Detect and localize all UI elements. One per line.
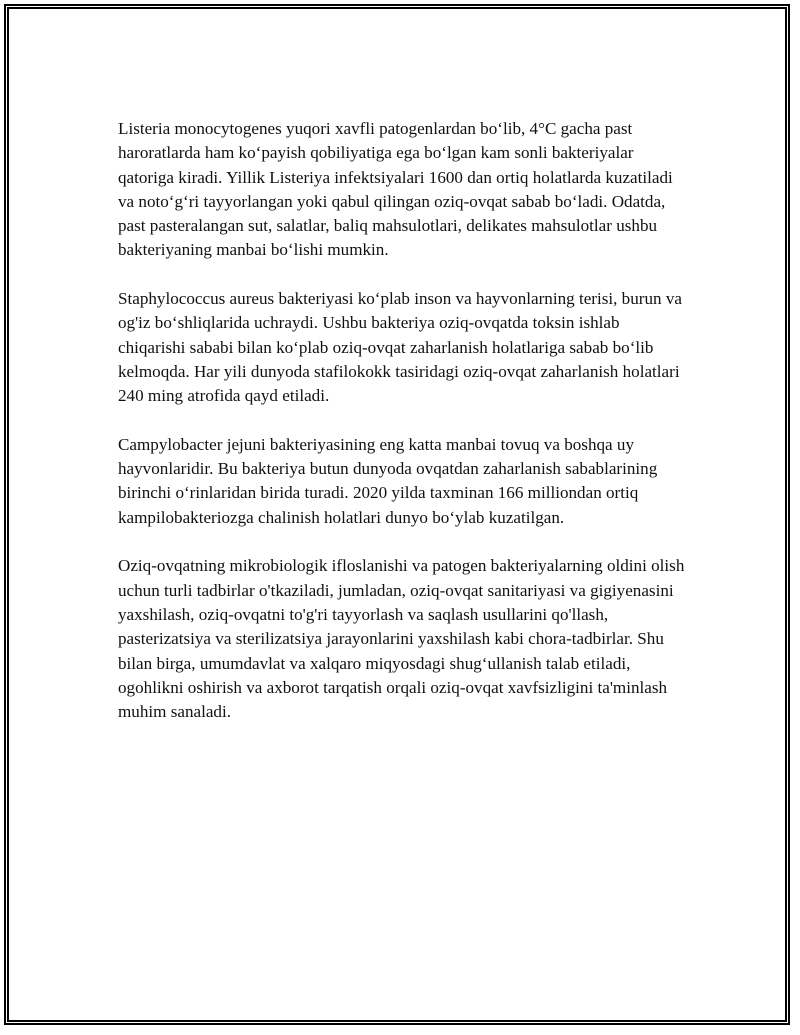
paragraph-staphylococcus: Staphylococcus aureus bakteriyasi ko‘plab inson va hayvonlarning terisi, burun va og'iz bo‘shliqlarida uchraydi. Ushbu bakteriya oziq-ovqatda toksin ishlab chiqarishi sababi bilan ko‘plab oziq-ovqat zaharlanish holatlariga sabab bo‘lib kelmoqda. Har yili dunyoda stafilokokk tasiridagi oziq-ovqat zaharlanish holatlari 240 ming atrofida qayd etiladi. [118,289,682,406]
paragraph-listeria: Listeria monocytogenes yuqori xavfli patogenlardan bo‘lib, 4°C gacha past haroratlarda ham ko‘payish qobiliyatiga ega bo‘lgan kam sonli bakteriyalar qatoriga kiradi. Yillik Listeriya infektsiyalari 1600 dan ortiq holatlarda kuzatiladi va noto‘g‘ri tayyorlangan yoki qabul qilingan oziq-ovqat sabab bo‘ladi. Odatda, past pasteralangan sut, salatlar, baliq mahsulotlari, delikates mahsulotlar ushbu bakteriyaning manbai bo‘lishi mumkin. [118,119,673,260]
paragraph-prevention: Oziq-ovqatning mikrobiologik ifloslanishi va patogen bakteriyalarning oldini olish uchun turli tadbirlar o'tkaziladi, jumladan, oziq-ovqat sanitariyasi va gigiyenasini yaxshilash, oziq-ovqatni to'g'ri tayyorlash va saqlash usullarini qo'llash, pasterizatsiya va sterilizatsiya jarayonlarini yaxshilash kabi chora-tadbirlar. Shu bilan birga, umumdavlat va xalqaro miqyosdagi shug‘ullanish talab etiladi, ogohlikni oshirish va axborot tarqatish orqali oziq-ovqat xavfsizligini ta'minlash muhim sanaladi. [118,556,685,722]
paragraph-campylobacter: Campylobacter jejuni bakteriyasining eng katta manbai tovuq va boshqa uy hayvonlaridir. Bu bakteriya butun dunyoda ovqatdan zaharlanish sabablarining birinchi o‘rinlaridan birida turadi. 2020 yilda taxminan 166 milliondan ortiq kampilobakteriozga chalinish holatlari dunyo bo‘ylab kuzatilgan. [118,434,658,527]
document-body [118,117,690,749]
